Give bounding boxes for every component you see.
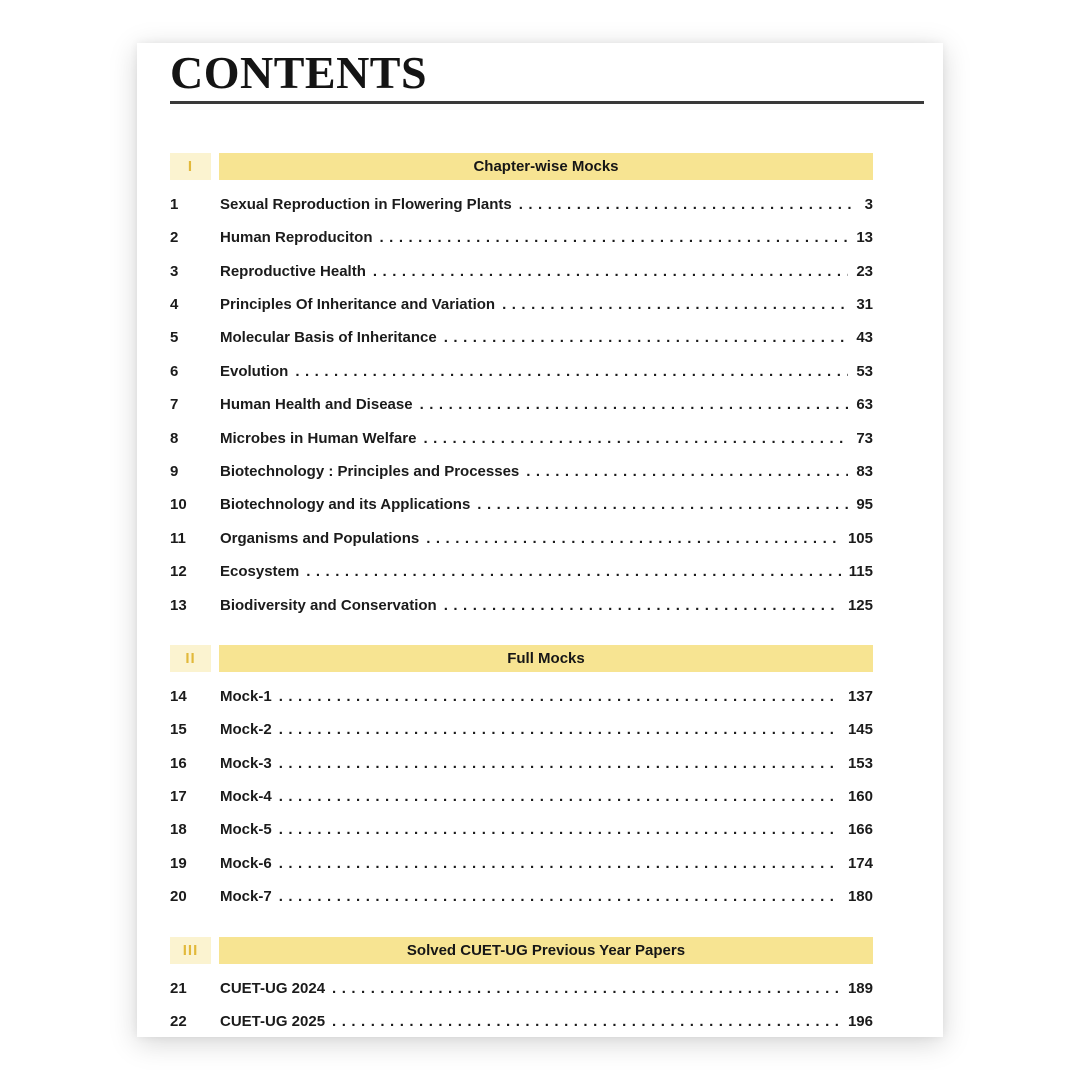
section-heading: Full Mocks — [219, 645, 873, 672]
dot-leader — [444, 321, 849, 354]
dot-leader — [279, 847, 840, 880]
entry-title: Mock-2 — [220, 721, 272, 739]
toc-entry — [170, 747, 873, 780]
toc-entry — [170, 288, 873, 321]
entry-number: 5 — [170, 329, 179, 347]
entry-number: 11 — [170, 529, 186, 547]
section-header — [170, 153, 873, 180]
toc-entry — [170, 321, 873, 354]
entry-number: 6 — [170, 362, 179, 380]
entry-number: 20 — [170, 888, 187, 906]
toc-entry — [170, 388, 873, 421]
entry-number: 7 — [170, 396, 179, 414]
toc-entry — [170, 488, 873, 521]
section-rows — [170, 188, 873, 622]
entry-title: Biodiversity and Conservation — [220, 596, 437, 614]
entry-page: 3 — [864, 195, 873, 213]
entry-page: 13 — [856, 229, 873, 247]
dot-leader — [526, 455, 848, 488]
dot-leader — [279, 780, 840, 813]
entry-title: Microbes in Human Welfare — [220, 429, 417, 447]
entry-page: 145 — [847, 721, 873, 739]
toc-entry — [170, 972, 873, 1005]
toc-entry — [170, 555, 873, 588]
section-numeral: I — [170, 153, 211, 180]
entry-number: 21 — [170, 979, 187, 997]
toc-content — [170, 43, 873, 1037]
entry-page: 23 — [856, 262, 873, 280]
entry-number: 16 — [170, 754, 187, 772]
dot-leader — [279, 747, 840, 780]
toc-page — [137, 43, 943, 1037]
entry-number: 9 — [170, 462, 179, 480]
dot-leader — [279, 713, 840, 746]
dot-leader — [502, 288, 848, 321]
entry-title: Mock-3 — [220, 754, 272, 772]
entry-title: Mock-5 — [220, 821, 272, 839]
entry-page: 95 — [856, 496, 873, 514]
dot-leader — [426, 522, 840, 555]
toc-entry — [170, 355, 873, 388]
section-rows — [170, 972, 873, 1037]
entry-title: Mock-1 — [220, 687, 272, 705]
section-heading: Solved CUET-UG Previous Year Papers — [219, 937, 873, 964]
dot-leader — [444, 589, 840, 622]
entry-page: 73 — [856, 429, 873, 447]
entry-page: 53 — [856, 362, 873, 380]
entry-page: 63 — [856, 396, 873, 414]
entry-number: 14 — [170, 687, 187, 705]
dot-leader — [420, 388, 849, 421]
entry-number: 19 — [170, 854, 187, 872]
entry-number: 10 — [170, 496, 187, 514]
entry-title: CUET-UG 2024 — [220, 979, 326, 997]
entry-number: 18 — [170, 821, 187, 839]
dot-leader — [332, 1005, 840, 1037]
section-header — [170, 645, 873, 672]
entry-page: 180 — [847, 888, 873, 906]
entry-number: 1 — [170, 195, 179, 213]
dot-leader — [477, 488, 848, 521]
entry-page: 83 — [856, 462, 873, 480]
entry-title: Sexual Reproduction in Flowering Plants — [220, 195, 512, 213]
entry-page: 43 — [856, 329, 873, 347]
section-header — [170, 937, 873, 964]
entry-page: 189 — [847, 979, 873, 997]
entry-page: 137 — [847, 687, 873, 705]
dot-leader — [306, 555, 841, 588]
dot-leader — [332, 972, 840, 1005]
page-title: CONTENTS — [170, 47, 428, 98]
entry-title: Biotechnology and its Applications — [220, 496, 471, 514]
dot-leader — [279, 880, 840, 913]
entry-number: 13 — [170, 596, 187, 614]
toc-entry — [170, 522, 873, 555]
entry-page: 31 — [856, 296, 873, 313]
entry-number: 8 — [170, 429, 179, 447]
toc-entry — [170, 813, 873, 846]
entry-page: 125 — [847, 596, 873, 614]
entry-title: CUET-UG 2025 — [220, 1013, 326, 1031]
section-rows — [170, 680, 873, 914]
entry-page: 115 — [848, 563, 873, 581]
entry-title: Mock-6 — [220, 854, 272, 872]
entry-title: Reproductive Health — [220, 262, 366, 280]
section-numeral: III — [170, 937, 211, 964]
entry-title: Human Reproduciton — [220, 229, 373, 247]
dot-leader — [373, 255, 848, 288]
toc-section — [170, 645, 873, 914]
title-rule — [170, 101, 924, 104]
entry-page: 105 — [847, 529, 873, 547]
entry-title: Biotechnology : Principles and Processes — [220, 462, 520, 480]
entry-number: 22 — [170, 1013, 187, 1031]
entry-number: 12 — [170, 563, 187, 581]
dot-leader — [279, 680, 840, 713]
entry-page: 160 — [847, 788, 873, 806]
toc-entry — [170, 1005, 873, 1037]
entry-number: 2 — [170, 229, 179, 247]
entry-title: Mock-7 — [220, 888, 272, 906]
toc-entry — [170, 780, 873, 813]
toc-entry — [170, 680, 873, 713]
entry-title: Organisms and Populations — [220, 529, 420, 547]
dot-leader — [423, 422, 848, 455]
dot-leader — [519, 188, 857, 221]
entry-page: 153 — [847, 754, 873, 772]
toc-entry — [170, 221, 873, 254]
toc-section — [170, 937, 873, 1037]
toc-section — [170, 153, 873, 622]
entry-title: Human Health and Disease — [220, 396, 413, 414]
entry-page: 174 — [847, 854, 873, 872]
toc-entry — [170, 455, 873, 488]
entry-number: 3 — [170, 262, 179, 280]
toc-entry — [170, 880, 873, 913]
entry-title: Mock-4 — [220, 788, 272, 806]
toc-entry — [170, 713, 873, 746]
section-numeral: II — [170, 645, 211, 672]
entry-title: Molecular Basis of Inheritance — [220, 329, 437, 347]
entry-page: 166 — [847, 821, 873, 839]
toc-entry — [170, 589, 873, 622]
dot-leader — [279, 813, 840, 846]
entry-page: 196 — [847, 1013, 873, 1031]
section-heading: Chapter-wise Mocks — [219, 153, 873, 180]
entry-title: Evolution — [220, 362, 289, 380]
toc-entry — [170, 422, 873, 455]
entry-title: Ecosystem — [220, 563, 300, 581]
entry-title: Principles Of Inheritance and Variation — [220, 296, 496, 313]
dot-leader — [295, 355, 848, 388]
toc-entry — [170, 847, 873, 880]
entry-number: 15 — [170, 721, 187, 739]
entry-number: 4 — [170, 296, 179, 313]
dot-leader — [380, 221, 849, 254]
toc-entry — [170, 255, 873, 288]
toc-entry — [170, 188, 873, 221]
entry-number: 17 — [170, 788, 187, 806]
toc-sections — [170, 153, 873, 1037]
